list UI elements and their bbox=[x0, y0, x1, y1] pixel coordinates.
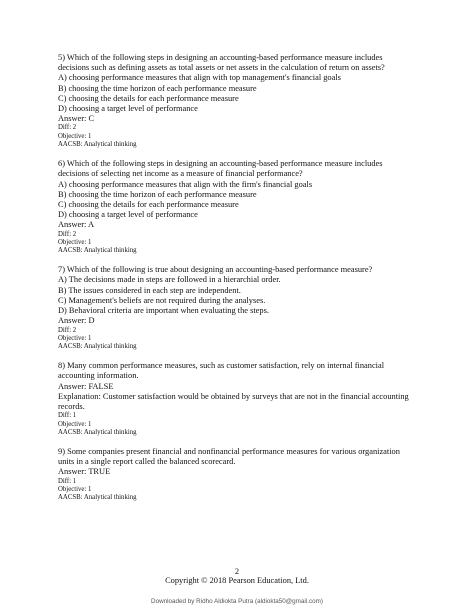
copyright-notice: Copyright © 2018 Pearson Education, Ltd. bbox=[165, 576, 309, 585]
question-text: 9) Some companies present financial and nonfinancial performance measures for various organization bbox=[58, 446, 400, 456]
answer-option-c: C) choosing the details for each performance measure bbox=[58, 93, 239, 103]
question-7 bbox=[58, 265, 428, 351]
question-text: 6) Which of the following steps in designing an accounting-based performance measure includes bbox=[58, 159, 383, 169]
objective-label: Objective: 1 bbox=[58, 485, 92, 493]
question-text: accounting information. bbox=[58, 371, 139, 381]
difficulty-label: Diff: 2 bbox=[58, 326, 77, 334]
difficulty-label: Diff: 2 bbox=[58, 124, 77, 132]
question-text: units in a single report called the balanced scorecard. bbox=[58, 457, 236, 467]
answer-option-b: B) choosing the time horizon of each performance measure bbox=[58, 83, 257, 93]
objective-label: Objective: 1 bbox=[58, 238, 92, 246]
difficulty-label: Diff: 1 bbox=[58, 412, 77, 420]
explanation-text: records. bbox=[58, 402, 85, 412]
document-body bbox=[58, 53, 428, 512]
question-text: decisions such as defining assets as total assets or net assets in the calculation of return on assets? bbox=[58, 63, 385, 73]
answer-option-d: D) choosing a target level of performance bbox=[58, 210, 198, 220]
difficulty-label: Diff: 2 bbox=[58, 230, 77, 238]
answer-line: Answer: TRUE bbox=[58, 467, 111, 477]
answer-option-b: B) The issues considered in each step are independent. bbox=[58, 285, 241, 295]
question-text: 7) Which of the following is true about designing an accounting-based performance measure? bbox=[58, 265, 373, 275]
answer-option-a: A) choosing performance measures that align with the firm's financial goals bbox=[58, 179, 313, 189]
answer-option-c: C) Management's beliefs are not required during the analyses. bbox=[58, 295, 266, 305]
objective-label: Objective: 1 bbox=[58, 132, 92, 140]
objective-label: Objective: 1 bbox=[58, 334, 92, 342]
question-8 bbox=[58, 361, 428, 437]
question-5 bbox=[58, 53, 428, 150]
answer-line: Answer: FALSE bbox=[58, 381, 114, 391]
question-9 bbox=[58, 447, 428, 503]
aacsb-label: AACSB: Analytical thinking bbox=[58, 429, 137, 437]
explanation-text: Explanation: Customer satisfaction would be obtained by surveys that are not in the financial accounting bbox=[58, 391, 409, 401]
question-6 bbox=[58, 159, 428, 256]
answer-option-c: C) choosing the details for each performance measure bbox=[58, 199, 239, 209]
question-text: 5) Which of the following steps in designing an accounting-based performance measure includes bbox=[58, 53, 383, 62]
answer-option-a: A) The decisions made in steps are followed in a hierarchial order. bbox=[58, 275, 281, 285]
answer-line: Answer: A bbox=[58, 220, 95, 230]
difficulty-label: Diff: 1 bbox=[58, 477, 77, 485]
objective-label: Objective: 1 bbox=[58, 420, 92, 428]
aacsb-label: AACSB: Analytical thinking bbox=[58, 247, 137, 255]
answer-option-a: A) choosing performance measures that align with top management's financial goals bbox=[58, 73, 341, 83]
answer-option-d: D) choosing a target level of performance bbox=[58, 104, 198, 114]
aacsb-label: AACSB: Analytical thinking bbox=[58, 343, 137, 351]
question-text: decisions of selecting net income as a measure of financial performance? bbox=[58, 169, 303, 179]
page-number: 2 bbox=[234, 567, 240, 576]
download-watermark: Downloaded by Ridho Aldiokta Putra (aldiokta50@gmail.com) bbox=[151, 598, 323, 605]
aacsb-label: AACSB: Analytical thinking bbox=[58, 494, 137, 502]
answer-option-d: D) Behavioral criteria are important when evaluating the steps. bbox=[58, 306, 269, 316]
answer-line: Answer: D bbox=[58, 316, 95, 326]
answer-option-b: B) choosing the time horizon of each performance measure bbox=[58, 189, 257, 199]
question-text: 8) Many common performance measures, such as customer satisfaction, rely on internal financial bbox=[58, 361, 385, 371]
answer-line: Answer: C bbox=[58, 114, 95, 124]
aacsb-label: AACSB: Analytical thinking bbox=[58, 141, 137, 149]
